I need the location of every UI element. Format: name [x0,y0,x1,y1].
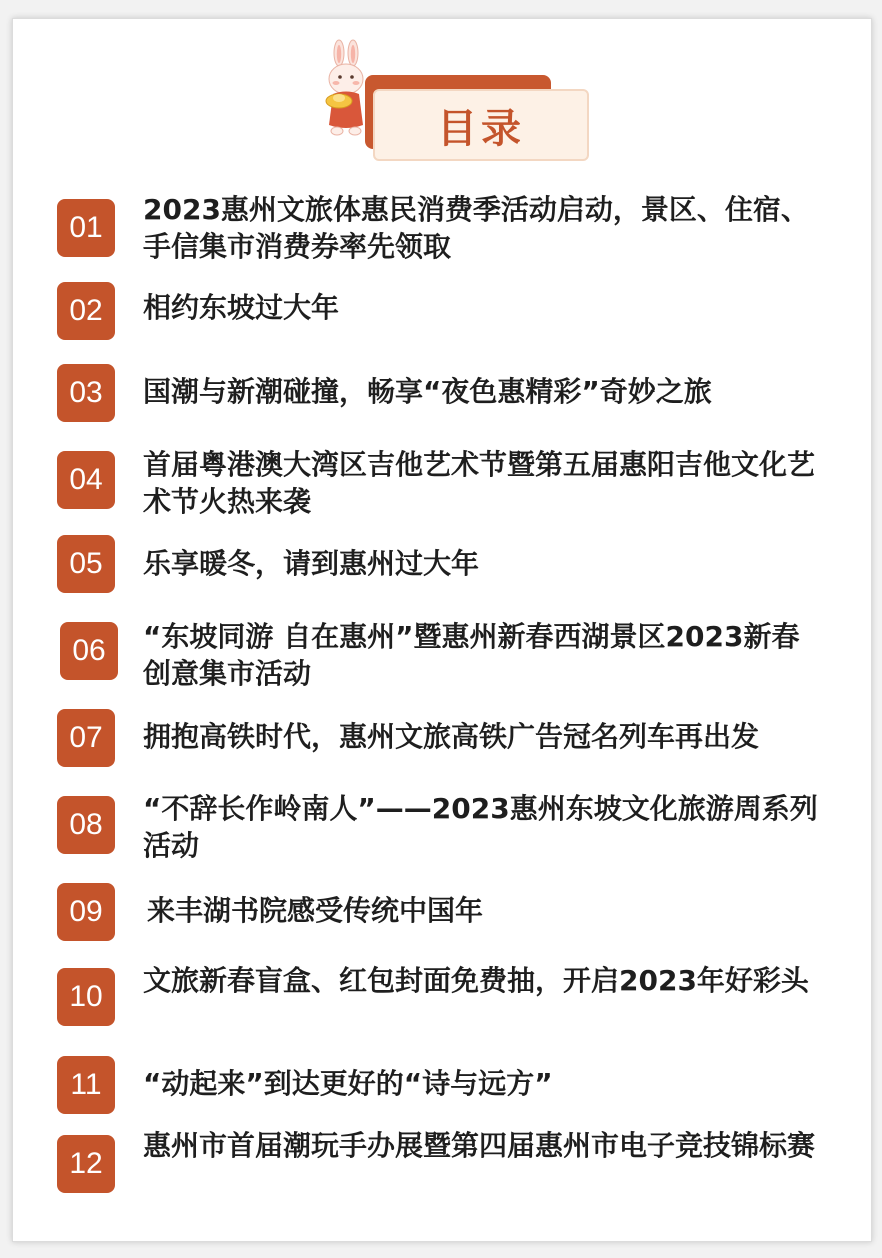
item-number-badge: 05 [57,535,115,593]
item-number-badge: 08 [57,796,115,854]
toc-header [313,39,603,152]
item-title: “不辞长作岭南人”——2023惠州东坡文化旅游周系列活动 [143,792,818,862]
item-number-badge: 11 [57,1056,115,1114]
header-front-panel [373,89,589,161]
item-title: 首届粤港澳大湾区吉他艺术节暨第五届惠阳吉他文化艺术节火热来袭 [143,448,816,518]
item-number-badge: 09 [57,883,115,941]
item-title: “东坡同游 自在惠州”暨惠州新春西湖景区2023新春创意集市活动 [143,620,800,690]
item-title: 乐享暖冬，请到惠州过大年 [143,547,480,580]
item-title: 国潮与新潮碰撞，畅享“夜色惠精彩”奇妙之旅 [143,375,712,408]
rabbit-mascot-icon [313,39,383,139]
item-title: “动起来”到达更好的“诗与远方” [143,1067,553,1100]
item-number-badge: 02 [57,282,115,340]
item-title: 拥抱高铁时代，惠州文旅高铁广告冠名列车再出发 [143,720,760,753]
item-number-badge: 04 [57,451,115,509]
item-number-badge: 07 [57,709,115,767]
page-title: 目录 [437,105,525,152]
item-number-badge: 12 [57,1135,115,1193]
item-number-badge: 03 [57,364,115,422]
item-number-badge: 01 [57,199,115,257]
item-title: 相约东坡过大年 [143,291,340,324]
item-number-badge: 10 [57,968,115,1026]
item-title: 文旅新春盲盒、红包封面免费抽，开启2023年好彩头 [143,964,809,997]
item-title: 2023惠州文旅体惠民消费季活动启动，景区、住宿、手信集市消费券率先领取 [143,193,809,263]
item-number-badge: 06 [60,622,118,680]
item-title: 来丰湖书院感受传统中国年 [147,894,484,927]
item-title: 惠州市首届潮玩手办展暨第四届惠州市电子竞技锦标赛 [143,1129,816,1162]
toc-card [12,18,872,1242]
